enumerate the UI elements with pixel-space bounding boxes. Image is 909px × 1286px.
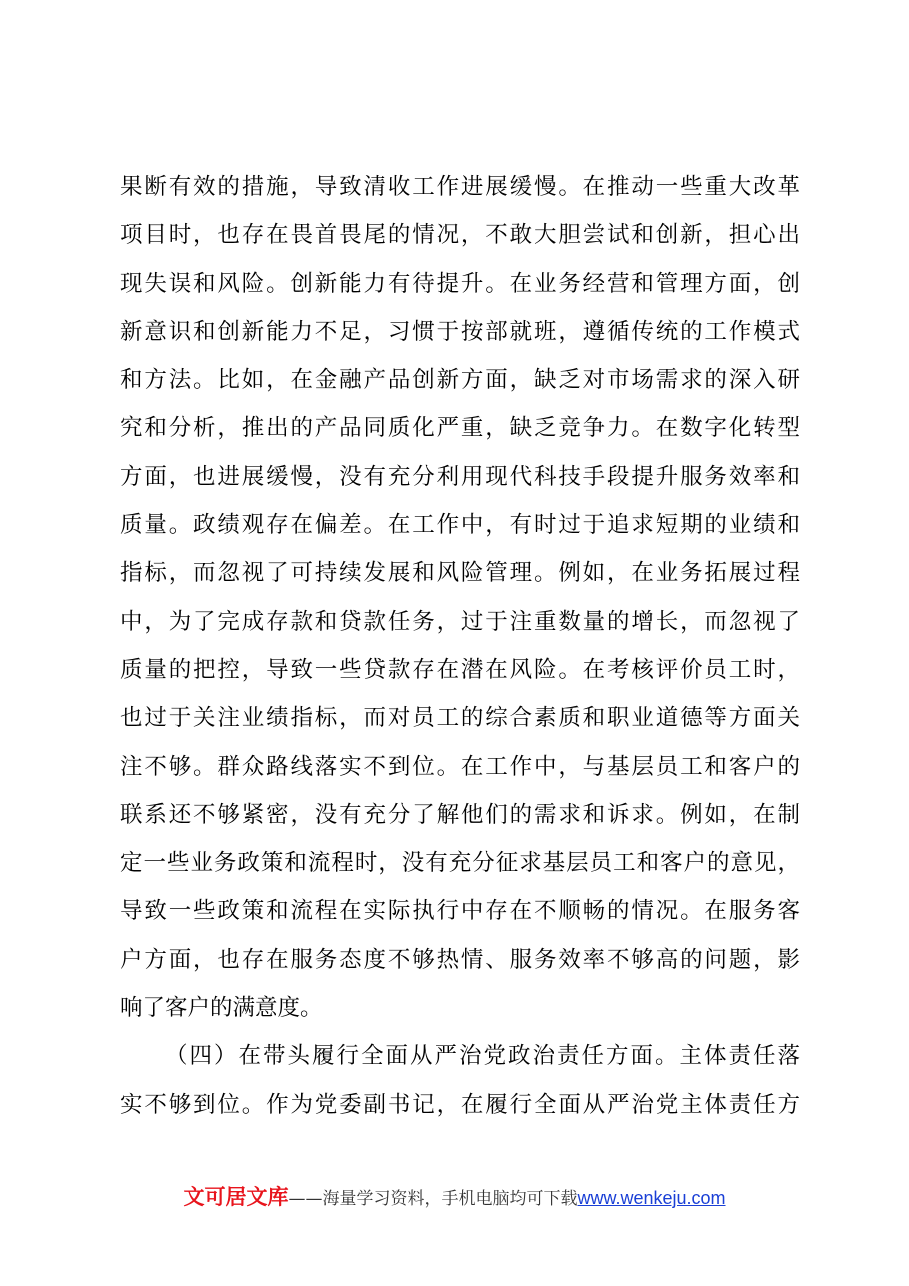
- text-line: 中，为了完成存款和贷款任务，过于注重数量的增长，而忽视了: [120, 608, 800, 635]
- text-line: 方面，也进展缓慢，没有充分利用现代科技手段提升服务效率和: [120, 463, 800, 490]
- text-line: 究和分析，推出的产品同质化严重，缺乏竞争力。在数字化转型: [120, 415, 800, 442]
- document-body: [120, 163, 800, 1129]
- text-line: 户方面，也存在服务态度不够热情、服务效率不够高的问题，影: [120, 946, 800, 973]
- text-line: 联系还不够紧密，没有充分了解他们的需求和诉求。例如，在制: [120, 801, 800, 828]
- text-line: 质量的把控，导致一些贷款存在潜在风险。在考核评价员工时，: [120, 656, 800, 683]
- footer-slogan: ——海量学习资料，手机电脑均可下载: [288, 1189, 578, 1209]
- text-line: 果断有效的措施，导致清收工作进展缓慢。在推动一些重大改革: [120, 174, 800, 200]
- text-line: 和方法。比如，在金融产品创新方面，缺乏对市场需求的深入研: [120, 367, 800, 394]
- text-line: 现失误和风险。创新能力有待提升。在业务经营和管理方面，创: [120, 270, 800, 297]
- text-line-paragraph-end: 响了客户的满意度。: [120, 995, 323, 1022]
- text-line-section-heading: （四）在带头履行全面从严治党政治责任方面。主体责任落: [165, 1043, 800, 1070]
- text-line: 注不够。群众路线落实不到位。在工作中，与基层员工和客户的: [120, 753, 800, 780]
- text-line: 指标，而忽视了可持续发展和风险管理。例如，在业务拓展过程: [120, 560, 800, 587]
- footer-banner: [0, 1177, 909, 1217]
- text-line: 项目时，也存在畏首畏尾的情况，不敢大胆尝试和创新，担心出: [120, 222, 800, 249]
- text-line: 定一些业务政策和流程时，没有充分征求基层员工和客户的意见，: [120, 850, 800, 877]
- text-line: 导致一些政策和流程在实际执行中存在不顺畅的情况。在服务客: [120, 898, 800, 925]
- text-line: 实不够到位。作为党委副书记，在履行全面从严治党主体责任方: [120, 1091, 800, 1118]
- text-line: 也过于关注业绩指标，而对员工的综合素质和职业道德等方面关: [120, 705, 800, 732]
- text-line: 质量。政绩观存在偏差。在工作中，有时过于追求短期的业绩和: [120, 512, 800, 539]
- text-line: 新意识和创新能力不足，习惯于按部就班，遵循传统的工作模式: [120, 318, 800, 345]
- website-link[interactable]: www.wenkeju.com: [577, 1188, 726, 1208]
- brand-name: 文可居文库: [183, 1185, 289, 1209]
